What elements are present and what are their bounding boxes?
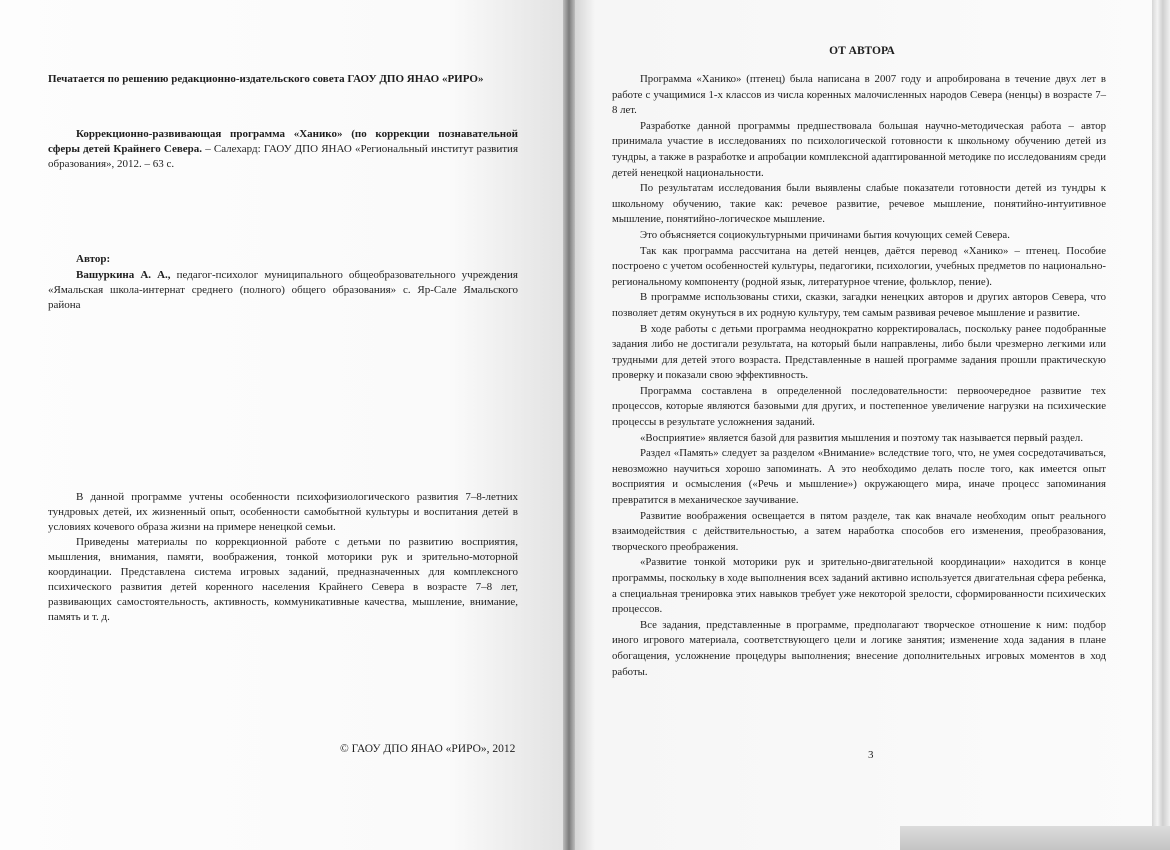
paragraph: В ходе работы с детьми программа неоднократно корректировалась, поскольку ранее подобранные задания либо не достигали результата, на который были направлены, либо были чрезмерно легкими или трудными для детей этого возраста. Представленные в нашей программе задания прошли практическую проверку и показали свою эффективность. [612,322,1106,382]
bibliography [48,127,518,172]
author-name: Вашуркина А. А., [76,269,171,281]
annotation [48,490,518,625]
page-number: 3 [868,749,874,761]
paragraph: Это объясняется социокультурными причинами бытия кочующих семей Севера. [640,228,1010,241]
copyright: © ГАОУ ДПО ЯНАО «РИРО», 2012 [340,743,516,755]
author-info [48,268,518,313]
paragraph: Программа составлена в определенной последовательности: первоочередное развитие тех процессов, которые являются базовыми для других, и постепенное увеличение нагрузки на психические процессы в результате усложнения заданий. [612,384,1106,429]
page-edge [1152,0,1170,850]
paragraph: В программе использованы стихи, сказки, загадки ненецких авторов и других авторов Севера, что позволяет детям окунуться в их родную культуру, тем самым развивая речевое мышление и развитие. [612,291,1106,319]
paragraph: Развитие воображения освещается в пятом разделе, так как вначале необходим опыт реального взаимодействия с действительностью, а затем наработка способов его изменения, преобразования, творческого преображения. [612,509,1106,553]
page-edge-bottom [900,826,1170,850]
author-heading: Автор: [76,253,111,265]
paragraph: Так как программа рассчитана на детей ненцев, даётся перевод «Ханико» – птенец. Пособие построено с учетом особенностей культуры, педагогики, психологии, учебных предметов по национально-региональному компоненту (родной язык, литературное чтение, фольклор, пение). [612,244,1106,288]
paragraph: «Развитие тонкой моторики рук и зрительно-двигательной координации» находится в конце программы, поскольку в ходе выполнения всех заданий активно используется двигательная сфера ребенка, а специальная тренировка этих навыков требует уже некоторой зрелости, сформированности психических процессов. [612,556,1106,616]
body-text [612,72,1106,680]
bibliography-details: – Салехард: ГАОУ ДПО ЯНАО «Региональный институт развития образования», 2012. – 63 с. [48,143,519,170]
paragraph: «Восприятие» является базой для развития мышления и поэтому так называется первый раздел. [640,431,1084,444]
annotation-paragraph: Приведены материалы по коррекционной работе с детьми по развитию восприятия, мышления, внимания, памяти, воображения, тонкой моторики рук и зрительно-моторной координации. Представлена система игровых заданий, предназначенных для комплексного психического развития детей коренного населения Крайнего Севера в возрасте 7–8 лет, развивающих самостоятельность, активность, коммуникативные качества, мышление, внимание, память и т. д. [48,536,518,623]
paragraph: По результатам исследования были выявлены слабые показатели готовности детей из тундры к школьному обучению, такие как: речевое развитие, речевое мышление, понятийно-интуитивное мышление, понятийно-логическое мышление. [612,182,1106,226]
book-gutter [563,0,575,850]
annotation-paragraph: В данной программе учтены особенности психофизиологического развития 7–8-летних тундровых детей, их жизненный опыт, особенности самобытной культуры и воспитания детей в условиях кочевого образа жизни на примере ненецкой семьи. [48,491,518,533]
section-title: ОТ АВТОРА [829,45,895,57]
paragraph: Программа «Ханико» (птенец) была написана в 2007 году и апробирована в течение двух лет в работе с учащимися 1-х классов из числа коренных малочисленных народов Севера (ненцы) в возрасте 7–8 лет. [612,73,1106,117]
book-title: Коррекционно-развивающая программа «Ханико» (по коррекции познавательной сферы детей Крайнего Севера. [48,128,518,155]
paragraph: Разработке данной программы предшествовала большая научно-методическая работа – автор принимала участие в исследованиях по психологической готовности к школьному обучению детей из тундры, а также в разработке и апробации комплексной адаптированной методике по исследованиям среди детей ненецкой национальности. [612,119,1106,179]
paragraph: Все задания, представленные в программе, предполагают творческое отношение к ним: подбор иного игрового материала, соответствующего цели и логике занятия; изменение хода задания в плане обогащения, усложнение процедуры выполнения; внесение дополнительных игровых моментов в ход работы. [612,618,1106,678]
paragraph: Раздел «Память» следует за разделом «Внимание» вследствие того, что, не умея сосредотачиваться, невозможно научиться хорошо запоминать. А это необходимо делать после того, как имеется опыт восприятия и осмысления («Речь и мышление») окружающего мира, иначе процесс запоминания превратится в механическое заучивание. [612,447,1106,507]
author-details: педагог-психолог муниципального общеобразовательного учреждения «Ямальская школа-интернат среднего (полного) общего образования» с. Яр-Сале Ямальского района [48,269,518,311]
publish-note: Печатается по решению редакционно-издательского совета ГАОУ ДПО ЯНАО «РИРО» [48,73,484,85]
